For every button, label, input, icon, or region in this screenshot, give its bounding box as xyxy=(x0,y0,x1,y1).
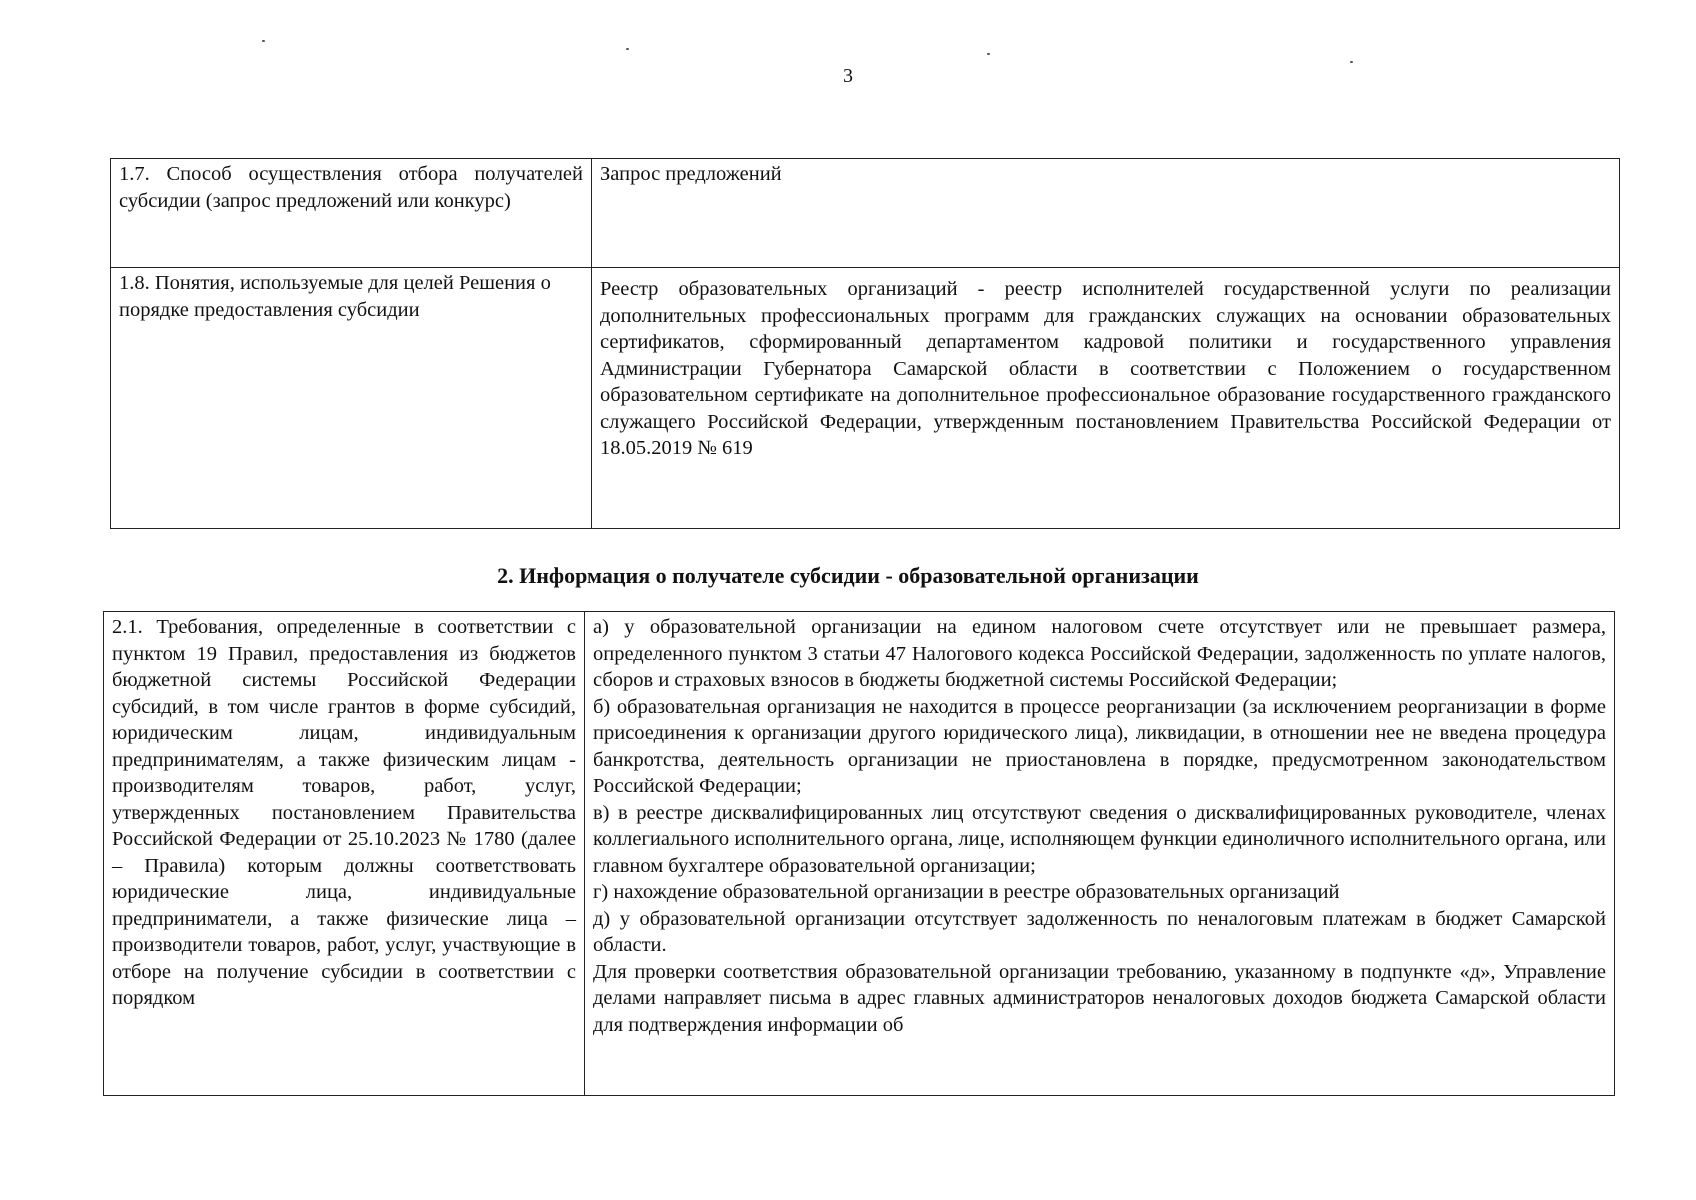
requirement-item-b: б) образовательная организация не находится в процессе реорганизации (за исключением реорганизации в форме присоединения к организации другого юридического лица), ликвидации, в отношении нее не введена процедура банкротства, деятельность организации не приостановлена в порядке, предусмотренном законодательством Российской Федерации; xyxy=(593,695,1606,797)
table-row-1-8 xyxy=(111,268,1620,529)
row-1-8-label: 1.8. Понятия, используемые для целей Решения о порядке предоставления субсидии xyxy=(119,272,551,321)
requirement-item-d: д) у образовательной организации отсутствует задолженность по неналоговым платежам в бюджет Самарской области. xyxy=(593,907,1606,956)
requirement-item-a: а) у образовательной организации на едином налоговом счете отсутствует или не превышает размера, определенного пунктом 3 статьи 47 Налогового кодекса Российской Федерации, задолженность по уплате налогов, сборов и страховых взносов в бюджеты бюджетной системы Российской Федерации; xyxy=(593,616,1606,691)
row-1-8-value: Реестр образовательных организаций - реестр исполнителей государственной услуги по реализации дополнительных профессиональных программ для гражданских служащих на основании образовательных сертификатов, сформированный департаментом кадровой политики и государственного управления Администрации Губернатора Самарской области в соответствии с Положением о государственном образовательном сертификате на дополнительное профессиональное образование государственного гражданского служащего Российской Федерации, утвержденным постановлением Правительства Российской Федерации от 18.05.2019 № 619 xyxy=(600,278,1611,459)
table-row-2-1 xyxy=(104,612,1615,1096)
row-2-1-label: 2.1. Требования, определенные в соответствии с пунктом 19 Правил, предоставления из бюджетов бюджетной системы Российской Федерации субсидий, в том числе грантов в форме субсидий, юридическим лицам, индивидуальным предпринимателям, а также физическим лицам - производителям товаров, работ, услуг, утвержденных постановлением Правительства Российской Федерации от 25.10.2023 № 1780 (далее – Правила) которым должны соответствовать юридические лица, индивидуальные предприниматели, а также физические лица – производители товаров, работ, услуг, участвующие в отборе на получение субсидии в соответствии с порядком xyxy=(112,616,576,1009)
row-1-8-value-cell xyxy=(592,268,1620,529)
row-1-8-label-cell xyxy=(111,268,592,529)
scan-speck xyxy=(262,40,265,42)
row-1-7-label: 1.7. Способ осуществления отбора получателей субсидии (запрос предложений или конкурс) xyxy=(119,163,583,212)
scan-speck xyxy=(626,48,629,50)
passport-table-section-2 xyxy=(103,611,1615,1096)
row-1-7-value-cell xyxy=(592,159,1620,268)
row-1-7-label-cell xyxy=(111,159,592,268)
row-2-1-label-cell xyxy=(104,612,585,1096)
row-2-1-value-cell xyxy=(585,612,1615,1096)
requirement-item-g: г) нахождение образовательной организации в реестре образовательных организаций xyxy=(593,881,1340,903)
requirement-item-v: в) в реестре дисквалифицированных лиц отсутствуют сведения о дисквалифицированных руководителе, членах коллегиального исполнительного органа, лице, исполняющем функции единоличного исполнительного органа, или главном бухгалтере образовательной организации; xyxy=(593,801,1606,877)
verification-paragraph: Для проверки соответствия образовательной организации требованию, указанному в подпункте «д», Управление делами направляет письма в адрес главных администраторов неналоговых доходов бюджета Самарской области для подтверждения информации об xyxy=(593,960,1606,1036)
page-number: 3 xyxy=(843,65,853,87)
table-row-1-7 xyxy=(111,159,1620,268)
row-1-7-value: Запрос предложений xyxy=(600,163,782,185)
section-2-heading: 2. Информация о получателе субсидии - образовательной организации xyxy=(497,563,1199,588)
scan-speck xyxy=(987,53,990,55)
passport-table-section-1 xyxy=(110,158,1620,529)
scan-speck xyxy=(1350,61,1353,63)
